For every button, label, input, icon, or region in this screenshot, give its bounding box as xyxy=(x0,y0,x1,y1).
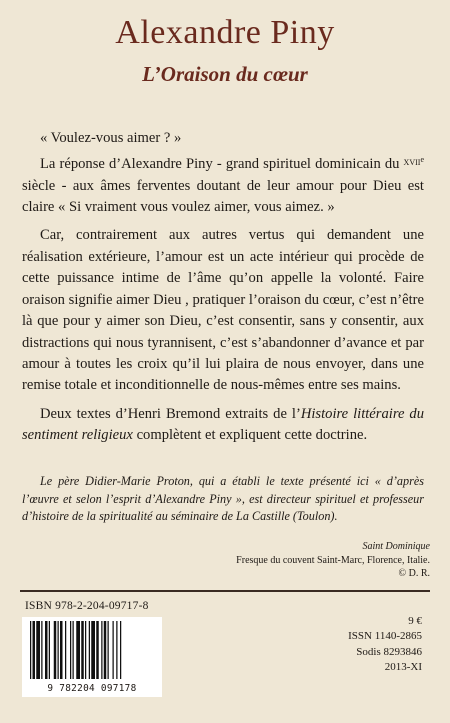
divider-rule xyxy=(20,590,430,592)
century-numeral: xvii xyxy=(403,156,421,169)
image-credit-title: Saint Dominique xyxy=(362,541,430,552)
paragraph-3-start: Deux textes d’Henri Bremond extraits de l’ xyxy=(40,405,301,422)
image-credit-copyright: © D. R. xyxy=(398,568,430,580)
opening-quote: « Voulez-vous aimer ? » xyxy=(40,130,182,146)
book-title: L’Oraison du cœur xyxy=(142,62,308,86)
back-cover-text xyxy=(22,128,424,447)
image-credit-source: Fresque du couvent Saint-Marc, Florence, Italie. xyxy=(236,554,430,566)
paragraph-2: Car, contrairement aux autres vertus qui demandent une réalisation extérieure, l’amour est un acte intérieur qui procède de cette puissance intime de l’âme qu’on appelle la volonté. Faire oraison signifie aimer Dieu , pratiquer l’oraison du cœur, c’est n’être là que pour y aimer son Dieu, c’est consentir, sans y consentir, aux distractions qui nous tyrannisent, c’est s’abandonner d’avance et par amour à toutes les croix qu’il lui plaira de nous envoyer, dans une remise totale et inconditionnelle de nous-mêmes entre ses mains. xyxy=(22,227,424,394)
publishing-info xyxy=(348,614,422,676)
paragraph-1 xyxy=(22,149,424,218)
edition-code: 2013-XI xyxy=(384,661,422,674)
barcode-bars xyxy=(22,617,162,681)
image-credit xyxy=(210,540,430,581)
cited-work-title: Histoire littéraire du sentiment religieux xyxy=(22,405,424,444)
book-author-title: Alexandre Piny xyxy=(115,14,335,51)
editor-note: Le père Didier-Marie Proton, qui a établi le texte présenté ici « d’après l’œuvre et selon l’esprit d’Alexandre Piny », est directeur spirituel et professeur d’histoire de la spiritualité au séminaire de La Castille (Toulon). xyxy=(22,474,424,524)
isbn-label: ISBN 978-2-204-09717-8 xyxy=(25,600,149,612)
price: 9 € xyxy=(408,615,422,627)
sodis-code: Sodis 8293846 xyxy=(356,645,422,658)
paragraph-3 xyxy=(22,404,424,447)
paragraph-1-end: siècle - aux âmes ferventes doutant de leur amour pour Dieu est claire « Si vraiment vous voulez aimer, vous aimez. » xyxy=(22,177,424,216)
paragraph-1-start: La réponse d’Alexandre Piny - grand spirituel dominicain du xyxy=(40,156,404,173)
paragraph-3-end: complètent et expliquent cette doctrine. xyxy=(132,427,368,444)
century-suffix: e xyxy=(420,155,424,165)
issn: ISSN 1140-2865 xyxy=(348,630,422,643)
barcode-digits: 9 782204 097178 xyxy=(22,681,162,697)
